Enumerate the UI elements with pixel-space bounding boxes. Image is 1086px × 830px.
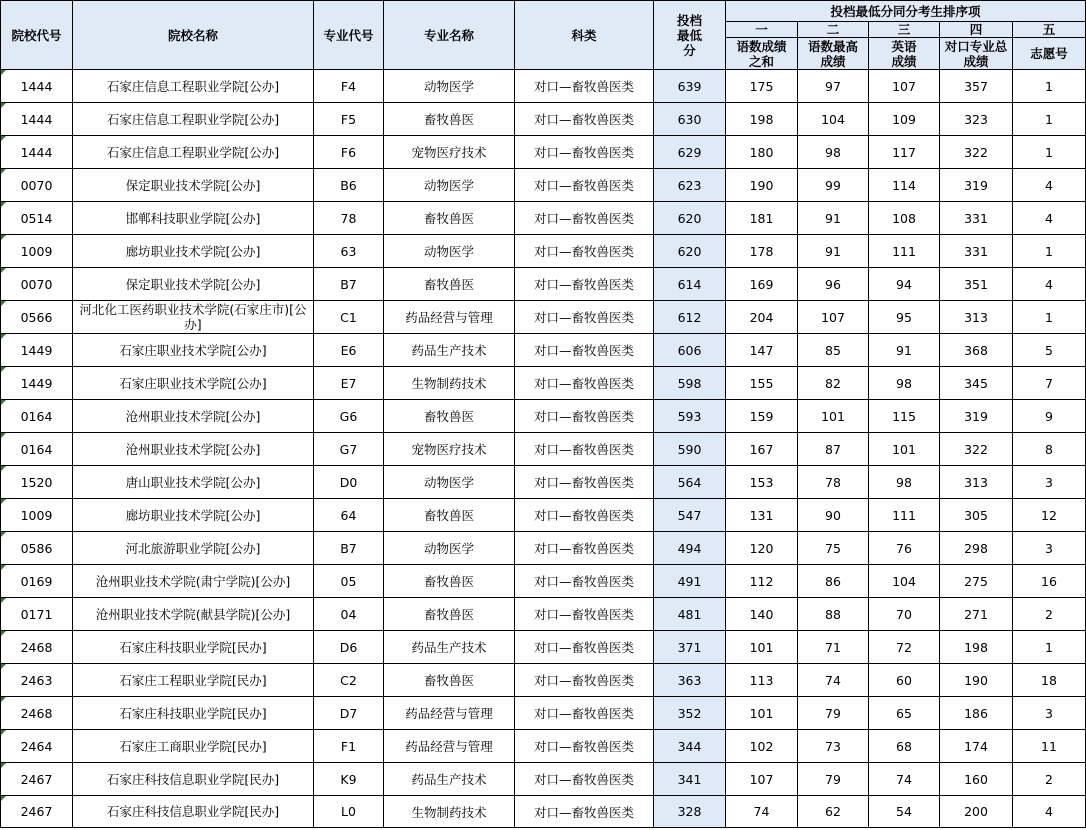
school-code-cell: 2464 [1, 730, 73, 763]
category-cell: 对口—畜牧兽医类 [515, 136, 654, 169]
category-cell: 对口—畜牧兽医类 [515, 664, 654, 697]
header-rank-3: 三 [869, 22, 940, 38]
school-name-cell: 唐山职业技术学院[公办] [73, 466, 314, 499]
school-name-cell: 廊坊职业技术学院[公办] [73, 499, 314, 532]
rank-4-cell: 186 [940, 697, 1013, 730]
rank-2-cell: 91 [798, 235, 869, 268]
major-name-cell: 畜牧兽医 [384, 565, 515, 598]
rank-4-cell: 319 [940, 169, 1013, 202]
major-name-cell: 宠物医疗技术 [384, 136, 515, 169]
category-cell: 对口—畜牧兽医类 [515, 565, 654, 598]
rank-1-cell: 180 [726, 136, 798, 169]
school-code-cell: 0514 [1, 202, 73, 235]
rank-2-cell: 90 [798, 499, 869, 532]
major-name-cell: 宠物医疗技术 [384, 433, 515, 466]
min-score-cell: 593 [654, 400, 726, 433]
major-code-cell: C2 [314, 664, 384, 697]
rank-1-cell: 181 [726, 202, 798, 235]
rank-1-cell: 159 [726, 400, 798, 433]
min-score-cell: 564 [654, 466, 726, 499]
table-row [1, 763, 1086, 796]
table-row [1, 532, 1086, 565]
rank-4-cell: 322 [940, 433, 1013, 466]
min-score-cell: 547 [654, 499, 726, 532]
rank-3-cell: 91 [869, 334, 940, 367]
major-name-cell: 畜牧兽医 [384, 103, 515, 136]
school-code-cell: 1520 [1, 466, 73, 499]
major-code-cell: G7 [314, 433, 384, 466]
rank-1-cell: 102 [726, 730, 798, 763]
major-name-cell: 药品经营与管理 [384, 697, 515, 730]
rank-3-cell: 94 [869, 268, 940, 301]
rank-5-cell: 9 [1013, 400, 1086, 433]
rank-5-cell: 11 [1013, 730, 1086, 763]
rank-5-cell: 1 [1013, 70, 1086, 103]
table-row [1, 367, 1086, 400]
major-name-cell: 畜牧兽医 [384, 268, 515, 301]
table-row [1, 400, 1086, 433]
major-code-cell: L0 [314, 796, 384, 828]
major-code-cell: D0 [314, 466, 384, 499]
rank-4-cell: 345 [940, 367, 1013, 400]
rank-2-cell: 86 [798, 565, 869, 598]
school-code-cell: 2467 [1, 763, 73, 796]
rank-5-cell: 2 [1013, 763, 1086, 796]
header-item-chinese-math-sum: 语数成绩之和 [726, 38, 798, 70]
table-row [1, 598, 1086, 631]
rank-3-cell: 68 [869, 730, 940, 763]
rank-3-cell: 54 [869, 796, 940, 828]
major-name-cell: 动物医学 [384, 532, 515, 565]
table-row [1, 103, 1086, 136]
school-name-cell: 沧州职业技术学院[公办] [73, 433, 314, 466]
rank-5-cell: 1 [1013, 235, 1086, 268]
major-code-cell: 04 [314, 598, 384, 631]
rank-1-cell: 155 [726, 367, 798, 400]
rank-3-cell: 72 [869, 631, 940, 664]
rank-5-cell: 2 [1013, 598, 1086, 631]
school-code-cell: 0070 [1, 169, 73, 202]
rank-4-cell: 357 [940, 70, 1013, 103]
school-code-cell: 0586 [1, 532, 73, 565]
rank-2-cell: 79 [798, 763, 869, 796]
major-name-cell: 药品生产技术 [384, 763, 515, 796]
rank-4-cell: 174 [940, 730, 1013, 763]
header-rank-5: 五 [1013, 22, 1086, 38]
table-row [1, 664, 1086, 697]
rank-4-cell: 305 [940, 499, 1013, 532]
rank-1-cell: 175 [726, 70, 798, 103]
header-item-chinese-math-max: 语数最高成绩 [798, 38, 869, 70]
table-row [1, 301, 1086, 334]
school-code-cell: 0566 [1, 301, 73, 334]
header-tiebreak-title: 投档最低分同分考生排序项 [726, 1, 1086, 22]
table-row [1, 499, 1086, 532]
header-major-code: 专业代号 [314, 1, 384, 70]
min-score-cell: 344 [654, 730, 726, 763]
table-row [1, 235, 1086, 268]
header-category: 科类 [515, 1, 654, 70]
category-cell: 对口—畜牧兽医类 [515, 730, 654, 763]
table-row [1, 136, 1086, 169]
rank-3-cell: 114 [869, 169, 940, 202]
school-name-cell: 石家庄职业技术学院[公办] [73, 367, 314, 400]
min-score-cell: 606 [654, 334, 726, 367]
rank-5-cell: 16 [1013, 565, 1086, 598]
major-name-cell: 动物医学 [384, 235, 515, 268]
major-code-cell: E6 [314, 334, 384, 367]
major-code-cell: G6 [314, 400, 384, 433]
rank-4-cell: 190 [940, 664, 1013, 697]
major-name-cell: 畜牧兽医 [384, 202, 515, 235]
min-score-cell: 598 [654, 367, 726, 400]
major-code-cell: 64 [314, 499, 384, 532]
rank-1-cell: 112 [726, 565, 798, 598]
rank-5-cell: 1 [1013, 103, 1086, 136]
rank-3-cell: 95 [869, 301, 940, 334]
school-name-cell: 石家庄科技职业学院[民办] [73, 631, 314, 664]
table-row [1, 466, 1086, 499]
rank-5-cell: 7 [1013, 367, 1086, 400]
rank-3-cell: 111 [869, 235, 940, 268]
rank-2-cell: 98 [798, 136, 869, 169]
table-row [1, 70, 1086, 103]
major-name-cell: 药品经营与管理 [384, 301, 515, 334]
rank-5-cell: 3 [1013, 697, 1086, 730]
rank-3-cell: 108 [869, 202, 940, 235]
school-name-cell: 沧州职业技术学院(献县学院)[公办] [73, 598, 314, 631]
table-row [1, 796, 1086, 828]
school-name-cell: 石家庄科技职业学院[民办] [73, 697, 314, 730]
table-header [1, 1, 1086, 70]
min-score-cell: 614 [654, 268, 726, 301]
school-code-cell: 1449 [1, 334, 73, 367]
major-code-cell: 78 [314, 202, 384, 235]
rank-2-cell: 73 [798, 730, 869, 763]
rank-2-cell: 97 [798, 70, 869, 103]
table-row [1, 202, 1086, 235]
min-score-cell: 639 [654, 70, 726, 103]
major-code-cell: D6 [314, 631, 384, 664]
rank-1-cell: 153 [726, 466, 798, 499]
min-score-cell: 612 [654, 301, 726, 334]
rank-4-cell: 368 [940, 334, 1013, 367]
major-name-cell: 生物制药技术 [384, 367, 515, 400]
major-name-cell: 畜牧兽医 [384, 598, 515, 631]
rank-5-cell: 4 [1013, 268, 1086, 301]
rank-4-cell: 160 [940, 763, 1013, 796]
min-score-cell: 494 [654, 532, 726, 565]
header-school-name: 院校名称 [73, 1, 314, 70]
school-name-cell: 河北化工医药职业技术学院(石家庄市)[公办] [73, 301, 314, 334]
rank-2-cell: 88 [798, 598, 869, 631]
school-code-cell: 1009 [1, 499, 73, 532]
rank-1-cell: 198 [726, 103, 798, 136]
major-code-cell: B7 [314, 268, 384, 301]
min-score-cell: 363 [654, 664, 726, 697]
table-row [1, 169, 1086, 202]
school-code-cell: 0169 [1, 565, 73, 598]
school-code-cell: 0070 [1, 268, 73, 301]
rank-1-cell: 131 [726, 499, 798, 532]
major-code-cell: E7 [314, 367, 384, 400]
major-code-cell: F4 [314, 70, 384, 103]
rank-4-cell: 275 [940, 565, 1013, 598]
school-name-cell: 石家庄信息工程职业学院[公办] [73, 70, 314, 103]
rank-1-cell: 147 [726, 334, 798, 367]
school-name-cell: 廊坊职业技术学院[公办] [73, 235, 314, 268]
header-rank-2: 二 [798, 22, 869, 38]
major-name-cell: 畜牧兽医 [384, 499, 515, 532]
rank-4-cell: 331 [940, 235, 1013, 268]
major-code-cell: B7 [314, 532, 384, 565]
table-row [1, 697, 1086, 730]
school-code-cell: 1444 [1, 103, 73, 136]
min-score-cell: 491 [654, 565, 726, 598]
category-cell: 对口—畜牧兽医类 [515, 433, 654, 466]
header-item-english: 英语成绩 [869, 38, 940, 70]
rank-4-cell: 271 [940, 598, 1013, 631]
rank-5-cell: 1 [1013, 136, 1086, 169]
school-name-cell: 石家庄工商职业学院[民办] [73, 730, 314, 763]
min-score-cell: 352 [654, 697, 726, 730]
major-code-cell: B6 [314, 169, 384, 202]
table-body [1, 70, 1086, 828]
rank-1-cell: 204 [726, 301, 798, 334]
school-name-cell: 邯郸科技职业学院[公办] [73, 202, 314, 235]
category-cell: 对口—畜牧兽医类 [515, 499, 654, 532]
rank-5-cell: 3 [1013, 466, 1086, 499]
rank-4-cell: 319 [940, 400, 1013, 433]
category-cell: 对口—畜牧兽医类 [515, 697, 654, 730]
rank-2-cell: 78 [798, 466, 869, 499]
category-cell: 对口—畜牧兽医类 [515, 598, 654, 631]
rank-2-cell: 85 [798, 334, 869, 367]
rank-4-cell: 200 [940, 796, 1013, 828]
rank-3-cell: 117 [869, 136, 940, 169]
major-code-cell: D7 [314, 697, 384, 730]
rank-3-cell: 70 [869, 598, 940, 631]
category-cell: 对口—畜牧兽医类 [515, 796, 654, 828]
rank-5-cell: 4 [1013, 202, 1086, 235]
rank-3-cell: 76 [869, 532, 940, 565]
major-code-cell: K9 [314, 763, 384, 796]
category-cell: 对口—畜牧兽医类 [515, 169, 654, 202]
school-name-cell: 保定职业技术学院[公办] [73, 169, 314, 202]
category-cell: 对口—畜牧兽医类 [515, 466, 654, 499]
rank-1-cell: 169 [726, 268, 798, 301]
category-cell: 对口—畜牧兽医类 [515, 268, 654, 301]
rank-2-cell: 79 [798, 697, 869, 730]
rank-2-cell: 99 [798, 169, 869, 202]
rank-5-cell: 3 [1013, 532, 1086, 565]
school-code-cell: 1009 [1, 235, 73, 268]
rank-1-cell: 120 [726, 532, 798, 565]
rank-2-cell: 75 [798, 532, 869, 565]
rank-1-cell: 101 [726, 697, 798, 730]
header-item-vocational-total: 对口专业总成绩 [940, 38, 1013, 70]
category-cell: 对口—畜牧兽医类 [515, 532, 654, 565]
major-code-cell: 63 [314, 235, 384, 268]
school-name-cell: 石家庄信息工程职业学院[公办] [73, 136, 314, 169]
min-score-cell: 620 [654, 202, 726, 235]
major-name-cell: 畜牧兽医 [384, 664, 515, 697]
rank-4-cell: 322 [940, 136, 1013, 169]
rank-3-cell: 107 [869, 70, 940, 103]
table-row [1, 433, 1086, 466]
rank-5-cell: 5 [1013, 334, 1086, 367]
major-name-cell: 药品生产技术 [384, 631, 515, 664]
min-score-cell: 371 [654, 631, 726, 664]
rank-1-cell: 74 [726, 796, 798, 828]
rank-4-cell: 198 [940, 631, 1013, 664]
major-name-cell: 动物医学 [384, 169, 515, 202]
rank-1-cell: 190 [726, 169, 798, 202]
rank-2-cell: 91 [798, 202, 869, 235]
school-name-cell: 保定职业技术学院[公办] [73, 268, 314, 301]
header-school-code: 院校代号 [1, 1, 73, 70]
school-code-cell: 1444 [1, 70, 73, 103]
table-row [1, 268, 1086, 301]
school-code-cell: 2467 [1, 796, 73, 828]
rank-3-cell: 74 [869, 763, 940, 796]
rank-2-cell: 104 [798, 103, 869, 136]
school-code-cell: 0164 [1, 400, 73, 433]
school-name-cell: 石家庄职业技术学院[公办] [73, 334, 314, 367]
school-name-cell: 沧州职业技术学院[公办] [73, 400, 314, 433]
rank-1-cell: 107 [726, 763, 798, 796]
school-name-cell: 石家庄信息工程职业学院[公办] [73, 103, 314, 136]
header-rank-4: 四 [940, 22, 1013, 38]
table-row [1, 565, 1086, 598]
rank-1-cell: 167 [726, 433, 798, 466]
rank-5-cell: 8 [1013, 433, 1086, 466]
rank-2-cell: 74 [798, 664, 869, 697]
major-name-cell: 动物医学 [384, 466, 515, 499]
rank-1-cell: 140 [726, 598, 798, 631]
rank-2-cell: 62 [798, 796, 869, 828]
rank-5-cell: 1 [1013, 301, 1086, 334]
rank-4-cell: 313 [940, 301, 1013, 334]
rank-3-cell: 98 [869, 367, 940, 400]
school-code-cell: 1444 [1, 136, 73, 169]
header-item-preference-number: 志愿号 [1013, 38, 1086, 70]
school-code-cell: 0171 [1, 598, 73, 631]
category-cell: 对口—畜牧兽医类 [515, 202, 654, 235]
min-score-cell: 629 [654, 136, 726, 169]
rank-5-cell: 4 [1013, 169, 1086, 202]
table-row [1, 334, 1086, 367]
rank-2-cell: 96 [798, 268, 869, 301]
rank-4-cell: 351 [940, 268, 1013, 301]
major-name-cell: 药品经营与管理 [384, 730, 515, 763]
rank-5-cell: 1 [1013, 631, 1086, 664]
rank-2-cell: 107 [798, 301, 869, 334]
school-name-cell: 沧州职业技术学院(肃宁学院)[公办] [73, 565, 314, 598]
major-name-cell: 畜牧兽医 [384, 400, 515, 433]
rank-3-cell: 104 [869, 565, 940, 598]
min-score-cell: 590 [654, 433, 726, 466]
school-name-cell: 河北旅游职业学院[公办] [73, 532, 314, 565]
major-code-cell: C1 [314, 301, 384, 334]
rank-1-cell: 113 [726, 664, 798, 697]
header-min-score: 投档最低分 [654, 1, 726, 70]
rank-3-cell: 98 [869, 466, 940, 499]
min-score-cell: 481 [654, 598, 726, 631]
school-code-cell: 2463 [1, 664, 73, 697]
rank-1-cell: 178 [726, 235, 798, 268]
header-major-name: 专业名称 [384, 1, 515, 70]
school-code-cell: 2468 [1, 631, 73, 664]
rank-3-cell: 65 [869, 697, 940, 730]
category-cell: 对口—畜牧兽医类 [515, 103, 654, 136]
rank-5-cell: 12 [1013, 499, 1086, 532]
school-code-cell: 2468 [1, 697, 73, 730]
category-cell: 对口—畜牧兽医类 [515, 400, 654, 433]
school-name-cell: 石家庄科技信息职业学院[民办] [73, 763, 314, 796]
major-code-cell: F5 [314, 103, 384, 136]
school-code-cell: 1449 [1, 367, 73, 400]
table-row [1, 631, 1086, 664]
rank-4-cell: 298 [940, 532, 1013, 565]
category-cell: 对口—畜牧兽医类 [515, 763, 654, 796]
major-code-cell: F6 [314, 136, 384, 169]
rank-2-cell: 87 [798, 433, 869, 466]
category-cell: 对口—畜牧兽医类 [515, 367, 654, 400]
table-row [1, 730, 1086, 763]
category-cell: 对口—畜牧兽医类 [515, 301, 654, 334]
rank-2-cell: 82 [798, 367, 869, 400]
min-score-cell: 341 [654, 763, 726, 796]
major-name-cell: 生物制药技术 [384, 796, 515, 828]
category-cell: 对口—畜牧兽医类 [515, 70, 654, 103]
rank-5-cell: 4 [1013, 796, 1086, 828]
rank-3-cell: 60 [869, 664, 940, 697]
min-score-cell: 630 [654, 103, 726, 136]
rank-3-cell: 101 [869, 433, 940, 466]
category-cell: 对口—畜牧兽医类 [515, 631, 654, 664]
rank-4-cell: 313 [940, 466, 1013, 499]
rank-4-cell: 323 [940, 103, 1013, 136]
school-name-cell: 石家庄工程职业学院[民办] [73, 664, 314, 697]
category-cell: 对口—畜牧兽医类 [515, 235, 654, 268]
school-name-cell: 石家庄科技信息职业学院[民办] [73, 796, 314, 828]
min-score-cell: 623 [654, 169, 726, 202]
major-name-cell: 药品生产技术 [384, 334, 515, 367]
header-rank-1: 一 [726, 22, 798, 38]
rank-3-cell: 111 [869, 499, 940, 532]
major-name-cell: 动物医学 [384, 70, 515, 103]
rank-3-cell: 109 [869, 103, 940, 136]
min-score-cell: 328 [654, 796, 726, 828]
school-code-cell: 0164 [1, 433, 73, 466]
rank-2-cell: 71 [798, 631, 869, 664]
rank-1-cell: 101 [726, 631, 798, 664]
rank-3-cell: 115 [869, 400, 940, 433]
major-code-cell: 05 [314, 565, 384, 598]
rank-4-cell: 331 [940, 202, 1013, 235]
min-score-cell: 620 [654, 235, 726, 268]
rank-2-cell: 101 [798, 400, 869, 433]
rank-5-cell: 18 [1013, 664, 1086, 697]
category-cell: 对口—畜牧兽医类 [515, 334, 654, 367]
major-code-cell: F1 [314, 730, 384, 763]
